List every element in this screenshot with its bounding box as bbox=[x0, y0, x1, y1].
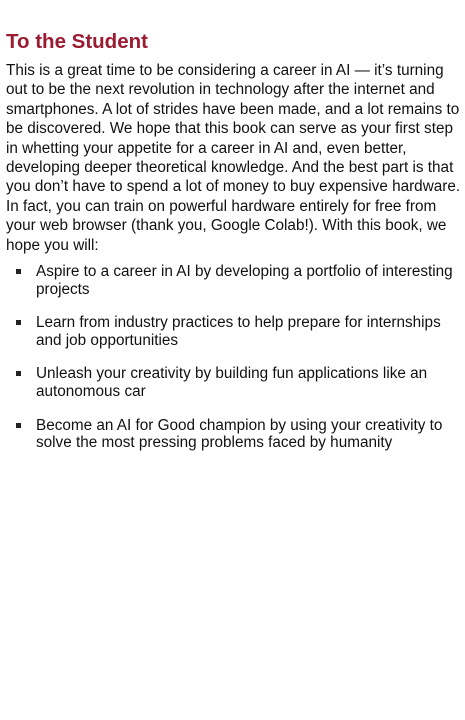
square-bullet-icon bbox=[16, 423, 21, 428]
list-item bbox=[6, 417, 461, 452]
list-item-text: Learn from industry practices to help prepare for internships and job opportunities bbox=[36, 314, 441, 349]
page-content bbox=[6, 30, 461, 468]
list-item bbox=[6, 314, 461, 349]
square-bullet-icon bbox=[16, 371, 21, 376]
list-item-text: Become an AI for Good champion by using your creativity to solve the most pressing problems faced by humanity bbox=[36, 416, 443, 452]
square-bullet-icon bbox=[16, 269, 21, 274]
section-heading: To the Student bbox=[6, 30, 148, 53]
list-item bbox=[6, 365, 461, 400]
square-bullet-icon bbox=[16, 320, 21, 325]
goals-list bbox=[6, 263, 461, 452]
list-item-text: Unleash your creativity by building fun applications like an autonomous car bbox=[36, 365, 428, 401]
list-item-text: Aspire to a career in AI by developing a portfolio of interesting projects bbox=[36, 263, 453, 298]
list-item bbox=[6, 263, 461, 298]
intro-paragraph: This is a great time to be considering a career in AI — it’s turning out to be the next revolution in technology after the internet and smartphones. A lot of strides have been made, and a lot remains to be discovered. We hope that this book can serve as your first step in whetting your appetite for a career in AI and, even better, developing deeper theoretical knowledge. And the best part is that you don’t have to spend a lot of money to buy expensive hardware. In fact, you can train on powerful hardware entirely for free from your web browser (thank you, Google Colab!). With this book, we hope you will: bbox=[6, 62, 461, 254]
